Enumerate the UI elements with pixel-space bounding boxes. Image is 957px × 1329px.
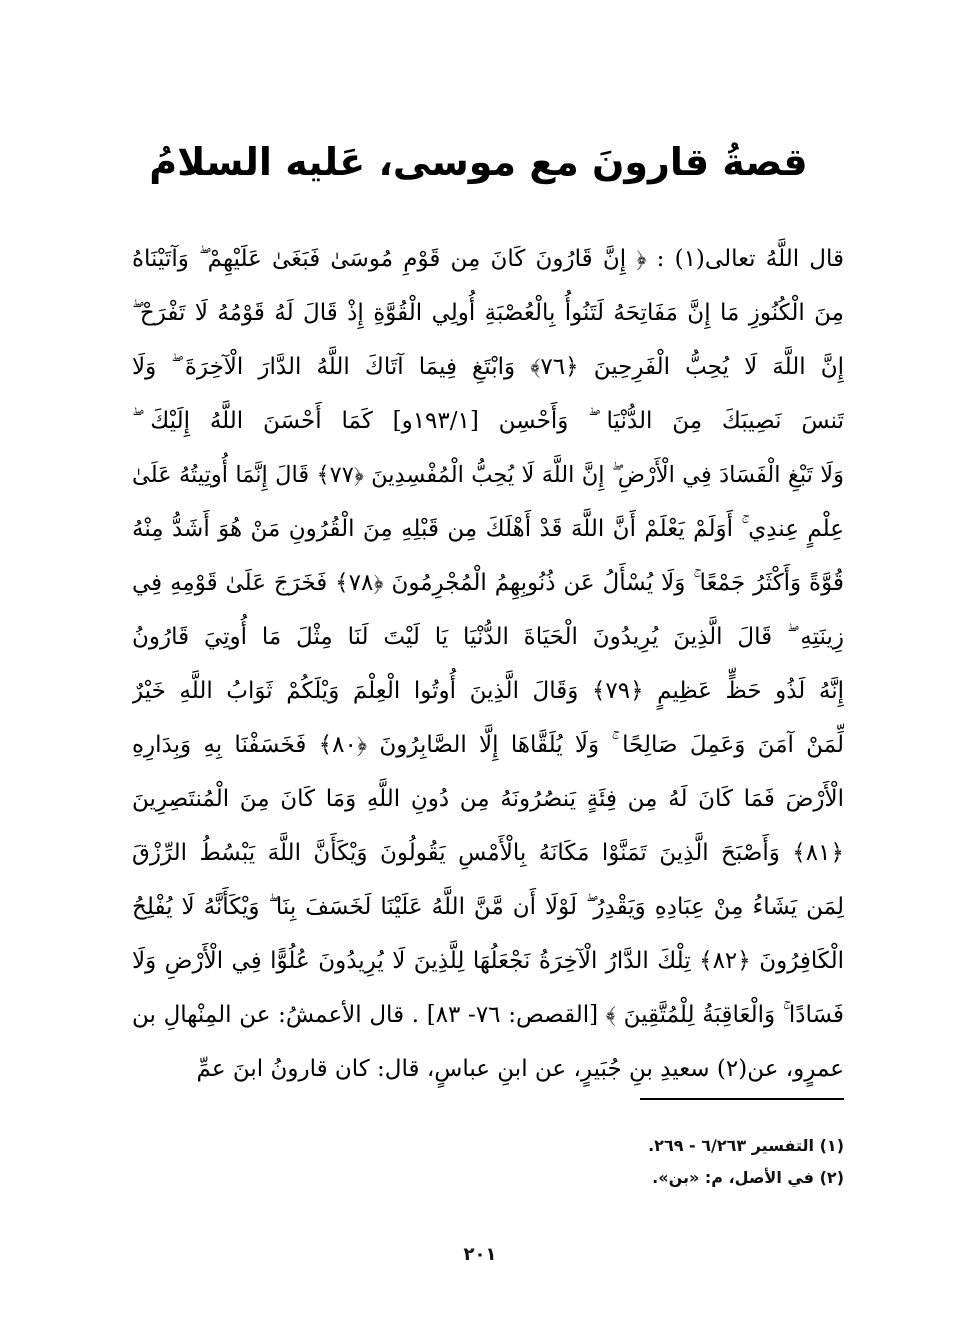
footnote: (١) التفسير ٦/٢٦٣ - ٢٦٩. [648, 1136, 844, 1155]
text-line: لِّمَنْ آمَنَ وَعَمِلَ صَالِحًا ۚ وَلَا يُلَقَّاهَا إِلَّا الصَّابِرُونَ ﴿٨٠﴾ فَخَسَفْنَا بِهِ وَبِدَارِهِ [132, 732, 844, 758]
footnote-divider [640, 1098, 844, 1100]
text-line: ﴿٨١﴾ وَأَصْبَحَ الَّذِينَ تَمَنَّوْا مَكَانَهُ بِالْأَمْسِ يَقُولُونَ وَيْكَأَنَّ اللَّهَ يَبْسُطُ الرِّزْقَ [132, 840, 844, 866]
text-line: مِنَ الْكُنُوزِ مَا إِنَّ مَفَاتِحَهُ لَتَنُوأُ بِالْعُصْبَةِ أُولِي الْقُوَّةِ إِذْ قَالَ لَهُ قَوْمُهُ لَا تَفْرَحْ ۖ [132, 300, 844, 326]
page-number: ٢٠١ [463, 1244, 497, 1265]
text-line: فَسَادًا ۚ وَالْعَاقِبَةُ لِلْمُتَّقِينَ ﴾ [القصص: ٧٦- ٨٣] . قال الأعمشُ: عن المِنْهالِ بن [132, 1002, 844, 1028]
text-line: عِلْمٍ عِندِي ۚ أَوَلَمْ يَعْلَمْ أَنَّ اللَّهَ قَدْ أَهْلَكَ مِن قَبْلِهِ مِنَ الْقُرُونِ مَنْ هُوَ أَشَدُّ مِنْهُ [132, 516, 844, 542]
text-line: الْأَرْضَ فَمَا كَانَ لَهُ مِن فِئَةٍ يَنصُرُونَهُ مِن دُونِ اللَّهِ وَمَا كَانَ مِنَ الْمُنتَصِرِينَ [132, 786, 844, 812]
text-line: قال اللَّهُ تعالى(١) : ﴿ إِنَّ قَارُونَ كَانَ مِن قَوْمِ مُوسَىٰ فَبَغَىٰ عَلَيْهِمْ ۖ وَآتَيْنَاهُ [132, 246, 844, 272]
text-line: زِينَتِهِ ۖ قَالَ الَّذِينَ يُرِيدُونَ الْحَيَاةَ الدُّنْيَا يَا لَيْتَ لَنَا مِثْلَ مَا أُوتِيَ قَارُونُ [132, 624, 844, 650]
text-line: لِمَن يَشَاءُ مِنْ عِبَادِهِ وَيَقْدِرُ ۖ لَوْلَا أَن مَّنَّ اللَّهُ عَلَيْنَا لَخَسَفَ بِنَا ۖ وَيْكَأَنَّهُ لَا يُفْلِحُ [132, 894, 844, 920]
text-line: عمرٍو، عن(٢) سعيدِ بنِ جُبَيرٍ، عن ابنِ عباسٍ، قال: كان قارونُ ابنَ عمِّ [196, 1056, 844, 1082]
text-line: تَنسَ نَصِيبَكَ مِنَ الدُّنْيَا ۖ وَأَحْسِن [١٩٣/١و] كَمَا أَحْسَنَ اللَّهُ إِلَيْكَ ۖ [132, 408, 844, 434]
body-text [132, 232, 844, 1096]
text-line: إِنَّ اللَّهَ لَا يُحِبُّ الْفَرِحِينَ ﴿٧٦﴾ وَابْتَغِ فِيمَا آتَاكَ اللَّهُ الدَّارَ الْآخِرَةَ ۖ وَلَا [132, 354, 844, 380]
text-line: وَلَا تَبْغِ الْفَسَادَ فِي الْأَرْضِ ۖ إِنَّ اللَّهَ لَا يُحِبُّ الْمُفْسِدِينَ ﴿٧٧﴾ قَالَ إِنَّمَا أُوتِيتُهُ عَلَىٰ [132, 462, 844, 488]
text-line: الْكَافِرُونَ ﴿٨٢﴾ تِلْكَ الدَّارُ الْآخِرَةُ نَجْعَلُهَا لِلَّذِينَ لَا يُرِيدُونَ عُلُوًّا فِي الْأَرْضِ وَلَا [132, 948, 844, 974]
text-line: قُوَّةً وَأَكْثَرُ جَمْعًا ۚ وَلَا يُسْأَلُ عَن ذُنُوبِهِمُ الْمُجْرِمُونَ ﴿٧٨﴾ فَخَرَجَ عَلَىٰ قَوْمِهِ فِي [132, 570, 844, 596]
footnote: (٢) في الأصل، م: «بن». [652, 1168, 844, 1187]
text-line: إِنَّهُ لَذُو حَظٍّ عَظِيمٍ ﴿٧٩﴾ وَقَالَ الَّذِينَ أُوتُوا الْعِلْمَ وَيْلَكُمْ ثَوَابُ اللَّهِ خَيْرٌ [132, 678, 844, 704]
footnotes [360, 1130, 844, 1194]
page-title: قصةُ قارونَ مع موسى، عَليه السلامُ [149, 140, 808, 184]
